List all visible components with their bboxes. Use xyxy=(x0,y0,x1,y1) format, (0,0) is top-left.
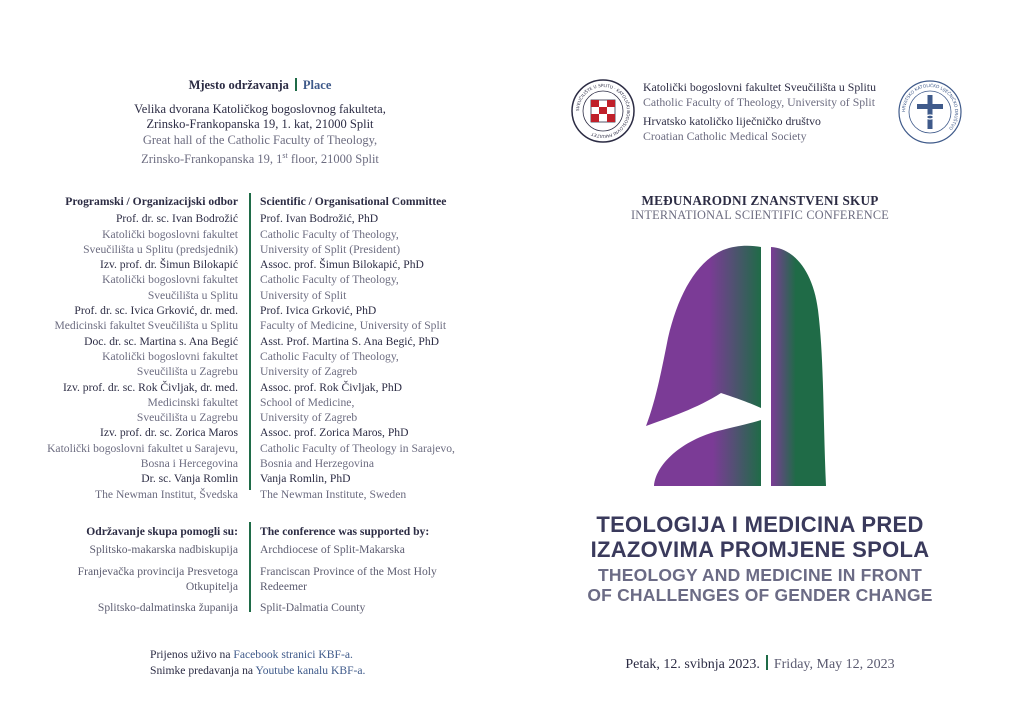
youtube-link[interactable]: Youtube kanalu KBF-a. xyxy=(255,664,366,677)
committee-list-hr xyxy=(18,211,238,502)
silhouette-left-shoulder xyxy=(654,420,761,486)
committee-member-name: Assoc. prof. Zorica Maros, PhD xyxy=(260,426,409,440)
committee-member-affiliation: Medicinski fakultet Sveučilišta u Splitu xyxy=(54,319,238,333)
supporter: Archdiocese of Split-Makarska xyxy=(260,543,405,557)
kbf-name-hr: Katolički bogoslovni fakultet Sveučilišta u Splitu xyxy=(643,80,876,94)
title-hr-line2: IZAZOVIMA PROMJENE SPOLA xyxy=(590,537,930,562)
facebook-link[interactable]: Facebook stranici KBF-a. xyxy=(233,648,353,661)
supporter: Splitsko-dalmatinska županija xyxy=(97,601,238,615)
committee-member-affiliation: University of Zagreb xyxy=(260,365,358,379)
place-section xyxy=(90,78,430,168)
committee-member-affiliation: Bosnia and Herzegovina xyxy=(260,457,374,471)
committee-member-affiliation: Catholic Faculty of Theology, xyxy=(260,227,399,241)
stream-text: Snimke predavanja na xyxy=(150,664,256,677)
committee-member-affiliation: University of Zagreb xyxy=(260,411,358,425)
committee-member-affiliation: Sveučilišta u Zagrebu xyxy=(136,411,238,425)
committee-member-name: Prof. Ivan Bodrožić, PhD xyxy=(260,212,379,226)
divider xyxy=(295,78,297,91)
committee-member-name: Izv. prof. dr. sc. Zorica Maros xyxy=(99,426,238,440)
supporter: Split-Dalmatia County xyxy=(260,601,366,615)
committee-list-en xyxy=(260,211,490,502)
support-hr xyxy=(18,524,238,615)
divider xyxy=(766,655,768,670)
hkld-logo-text: HRVATSKO KATOLIČKO LIJEČNIČKO DRUŠTVO xyxy=(901,83,959,131)
committee-divider xyxy=(249,193,251,490)
committee-member-affiliation: Katolički bogoslovni fakultet xyxy=(102,227,238,241)
conference-date xyxy=(540,655,980,673)
kbf-name-en: Catholic Faculty of Theology, University of Split xyxy=(643,95,875,109)
committee-hr xyxy=(18,194,238,502)
place-label-en: Place xyxy=(302,78,332,92)
committee-member-name: Prof. dr. sc. Ivica Grković, dr. med. xyxy=(74,304,238,318)
place-line-en-address: Zrinsko-Frankopanska 19, 1st floor, 21000 Split xyxy=(141,151,379,167)
committee-member-affiliation: University of Split xyxy=(260,288,347,302)
committee-member-name: Dr. sc. Vanja Romlin xyxy=(141,472,238,486)
committee-member-affiliation: Faculty of Medicine, University of Split xyxy=(260,319,447,333)
conference-title xyxy=(520,512,1000,605)
committee-member-name: Assoc. prof. Rok Čivljak, PhD xyxy=(260,380,403,394)
committee-member-affiliation: Katolički bogoslovni fakultet u Sarajevu, xyxy=(47,441,238,455)
committee-member-affiliation: Medicinski fakultet xyxy=(147,395,238,409)
silhouette-left-half xyxy=(646,246,761,426)
committee-member-name: Vanja Romlin, PhD xyxy=(260,472,351,486)
committee-member-affiliation: University of Split (President) xyxy=(260,242,401,256)
stream-text: Prijenos uživo na xyxy=(150,648,234,661)
place-line: Velika dvorana Katoličkog bogoslovnog fakulteta, xyxy=(134,101,386,116)
head-silhouette-logo xyxy=(618,240,828,488)
stream-line-recordings xyxy=(150,663,410,679)
conference-type xyxy=(540,193,980,223)
supporter: Franjevačka provincija Presvetoga xyxy=(77,564,238,578)
committee-heading-en: Scientific / Organisational Committee xyxy=(260,195,447,208)
supporter: Redeemer xyxy=(260,579,307,593)
title-hr-line1: TEOLOGIJA I MEDICINA PRED xyxy=(596,512,924,537)
committee-member-affiliation: Sveučilišta u Splitu (predsjednik) xyxy=(83,242,238,256)
hkld-logo xyxy=(897,79,963,145)
committee-member-name: Izv. prof. dr. sc. Rok Čivljak, dr. med. xyxy=(62,380,238,394)
committee-member-name: Prof. dr. sc. Ivan Bodrožić xyxy=(115,212,238,226)
place-line: Great hall of the Catholic Faculty of Theology, xyxy=(142,132,378,147)
hkld-name-hr: Hrvatsko katoličko liječničko društvo xyxy=(643,114,821,128)
kbf-logo xyxy=(570,78,636,144)
committee-member-affiliation: Sveučilišta u Zagrebu xyxy=(136,365,238,379)
silhouette-right-half xyxy=(771,247,826,486)
title-en-line1: THEOLOGY AND MEDICINE IN FRONT xyxy=(598,565,922,585)
support-heading-en: The conference was supported by: xyxy=(260,525,430,538)
committee-member-name: Izv. prof. dr. Šimun Bilokapić xyxy=(99,258,238,272)
hkld-name-en: Croatian Catholic Medical Society xyxy=(643,129,807,143)
conference-type-hr: MEĐUNARODNI ZNANSTVENI SKUP xyxy=(641,193,879,208)
supporter: Franciscan Province of the Most Holy xyxy=(260,564,437,578)
committee-member-affiliation: Catholic Faculty of Theology, xyxy=(260,273,399,287)
committee-member-affiliation: Catholic Faculty of Theology, xyxy=(260,349,399,363)
committee-member-name: Doc. dr. sc. Martina s. Ana Begić xyxy=(84,334,238,348)
place-label-hr: Mjesto održavanja xyxy=(188,78,289,92)
institutions xyxy=(643,80,893,144)
committee-heading-hr: Programski / Organizacijski odbor xyxy=(65,195,238,208)
committee-member-affiliation: School of Medicine, xyxy=(260,395,355,409)
support-heading-hr: Održavanje skupa pomogli su: xyxy=(86,525,238,538)
committee-member-affiliation: The Newman Institut, Švedska xyxy=(95,487,238,501)
conference-type-en: INTERNATIONAL SCIENTIFIC CONFERENCE xyxy=(631,208,889,222)
committee-member-name: Prof. Ivica Grković, PhD xyxy=(260,304,377,318)
support-en xyxy=(260,524,490,615)
committee-en xyxy=(260,194,490,502)
committee-member-affiliation: Katolički bogoslovni fakultet xyxy=(102,349,238,363)
committee-member-affiliation: The Newman Institute, Sweden xyxy=(260,487,407,501)
committee-member-affiliation: Sveučilišta u Splitu xyxy=(147,288,238,302)
stream-info xyxy=(150,647,410,679)
committee-member-affiliation: Bosna i Hercegovina xyxy=(140,457,238,471)
support-divider xyxy=(249,522,251,612)
place-heading xyxy=(90,78,430,94)
committee-member-name: Asst. Prof. Martina S. Ana Begić, PhD xyxy=(260,334,440,348)
date-en: Friday, May 12, 2023 xyxy=(773,657,895,672)
committee-member-affiliation: Catholic Faculty of Theology in Sarajevo, xyxy=(260,441,455,455)
stream-line-live xyxy=(150,647,410,663)
date-hr: Petak, 12. svibnja 2023. xyxy=(625,657,760,672)
supporter: Otkupitelja xyxy=(185,579,238,593)
place-line: Zrinsko-Frankopanska 19, 1. kat, 21000 Split xyxy=(146,117,374,132)
committee-member-affiliation: Katolički bogoslovni fakultet xyxy=(102,273,238,287)
supporter: Splitsko-makarska nadbiskupija xyxy=(89,543,238,557)
committee-member-name: Assoc. prof. Šimun Bilokapić, PhD xyxy=(260,258,424,272)
kbf-logo-text: SVEUČILIŠTE U SPLITU · KATOLIČKI BOGOSLOVNI FAKULTET xyxy=(574,82,632,140)
title-en-line2: OF CHALLENGES OF GENDER CHANGE xyxy=(587,585,933,605)
